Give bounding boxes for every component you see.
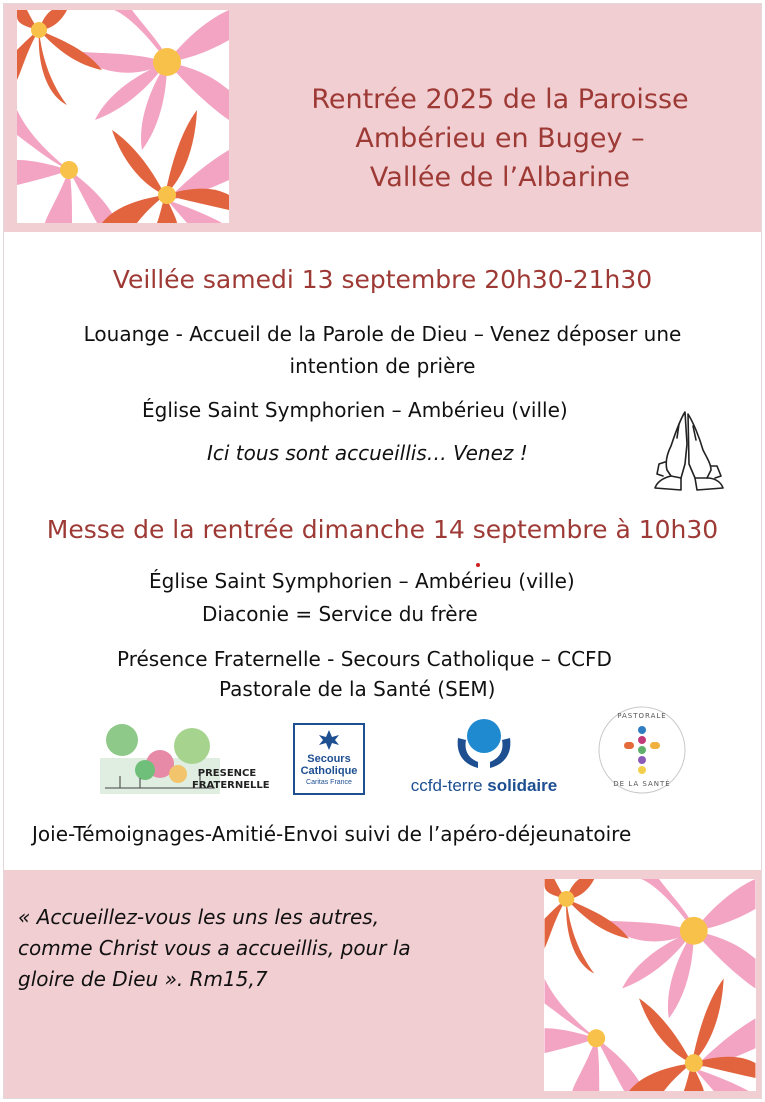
secours-logo-line-1: Secours (307, 753, 351, 765)
flower-icon (17, 10, 229, 223)
flower-illustration-bottom (544, 879, 756, 1091)
secours-logo-line-2: Catholique (300, 765, 358, 777)
pastorale-logo-bottom-text: DE LA SANTÉ (613, 780, 671, 788)
presence-logo-line-2: FRATERNELLE (192, 780, 270, 791)
title-line-3: Vallée de l’Albarine (369, 162, 631, 193)
veillee-description-line-1: Louange - Accueil de la Parole de Dieu – Venez déposer une (83, 322, 682, 346)
ccfd-logo-part-2: -terre (441, 776, 488, 795)
presence-fraternelle-logo (100, 718, 270, 798)
messe-location: Église Saint Symphorien – Ambérieu (ville) (149, 569, 575, 593)
quote-line-1: « Accueillez-vous les uns les autres, (18, 905, 380, 929)
messe-heading: Messe de la rentrée dimanche 14 septembre à 10h30 (46, 515, 719, 544)
title-line-1: Rentrée 2025 de la Paroisse (311, 84, 689, 115)
messe-diaconie: Diaconie = Service du frère (202, 602, 478, 626)
red-dot-mark (476, 563, 480, 567)
secours-logo-line-3: Caritas France (306, 779, 352, 786)
title-line-2: Ambérieu en Bugey – (355, 123, 645, 154)
ccfd-logo-part-3: solidaire (487, 776, 558, 795)
bible-quote (18, 902, 488, 995)
veillee-description-line-2: intention de prière (289, 354, 476, 378)
secours-catholique-logo (293, 723, 365, 795)
cross-icon (295, 727, 363, 753)
veillee-heading: Veillée samedi 13 septembre 20h30-21h30 (112, 265, 653, 294)
ccfd-logo-part-1: ccfd (410, 776, 442, 795)
messe-orgs-line-1: Présence Fraternelle - Secours Catholique – CCFD (117, 647, 612, 671)
flower-illustration-top (17, 10, 229, 223)
praying-hands-icon (641, 404, 737, 500)
presence-logo-line-1: PRESENCE (197, 768, 257, 779)
veillee-location: Église Saint Symphorien – Ambérieu (ville) (142, 398, 568, 422)
ccfd-terre-solidaire-logo (400, 716, 568, 802)
pastorale-sante-logo (596, 704, 688, 796)
quote-line-2: comme Christ vous a accueillis, pour la (18, 936, 411, 960)
page-title (250, 80, 750, 197)
veillee-welcome: Ici tous sont accueillis… Venez ! (207, 441, 528, 465)
quote-line-3: gloire de Dieu ». Rm15,7 (18, 967, 268, 991)
flower-icon (544, 879, 756, 1091)
messe-closing-line: Joie-Témoignages-Amitié-Envoi suivi de l’apéro-déjeunatoire (32, 822, 632, 846)
pastorale-logo-top-text: PASTORALE (617, 712, 667, 720)
messe-orgs-line-2: Pastorale de la Santé (SEM) (219, 677, 496, 701)
